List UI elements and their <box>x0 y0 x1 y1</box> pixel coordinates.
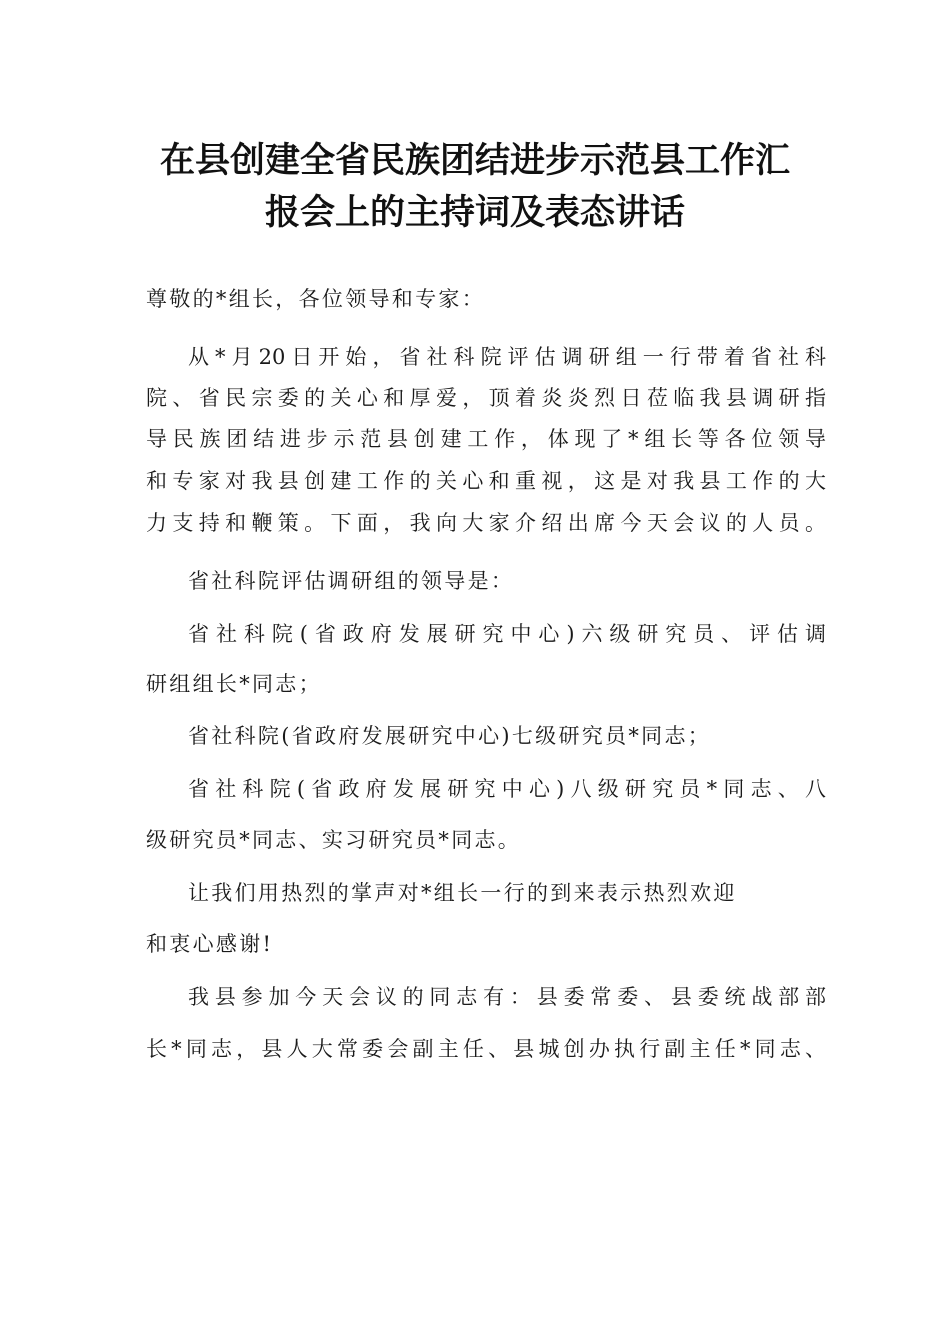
body-line: 和衷心感谢! <box>146 932 274 956</box>
document-title <box>100 135 850 239</box>
body-line: 省社科院评估调研组的领导是： <box>188 569 515 593</box>
title-line-1: 在县创建全省民族团结进步示范县工作汇 <box>159 141 790 181</box>
body-line: 我县参加今天会议的同志有：县委常委、县委统战部部 <box>188 985 826 1009</box>
title-line-2: 报会上的主持词及表态讲话 <box>264 193 685 233</box>
salutation: 尊敬的*组长，各位领导和专家： <box>146 287 485 311</box>
body-line: 省社科院(省政府发展研究中心)七级研究员*同志； <box>188 724 712 748</box>
body-line: 级研究员*同志、实习研究员*同志。 <box>146 828 522 852</box>
body-line: 研组组长*同志； <box>146 672 322 696</box>
body-line: 力支持和鞭策。下面，我向大家介绍出席今天会议的人员。 <box>146 511 826 535</box>
body-line: 院、省民宗委的关心和厚爱，顶着炎炎烈日莅临我县调研指 <box>146 386 826 410</box>
body-line: 让我们用热烈的掌声对*组长一行的到来表示热烈欢迎 <box>188 881 737 905</box>
body-line: 从*月20日开始，省社科院评估调研组一行带着省社科 <box>188 345 826 369</box>
body-line: 和专家对我县创建工作的关心和重视，这是对我县工作的大 <box>146 469 826 493</box>
body-line: 省社科院(省政府发展研究中心)八级研究员*同志、八 <box>188 777 826 801</box>
body-line: 长*同志，县人大常委会副主任、县城创办执行副主任*同志、 <box>146 1037 826 1061</box>
body-line: 导民族团结进步示范县创建工作，体现了*组长等各位领导 <box>146 427 826 451</box>
body-line: 省社科院(省政府发展研究中心)六级研究员、评估调 <box>188 622 826 646</box>
